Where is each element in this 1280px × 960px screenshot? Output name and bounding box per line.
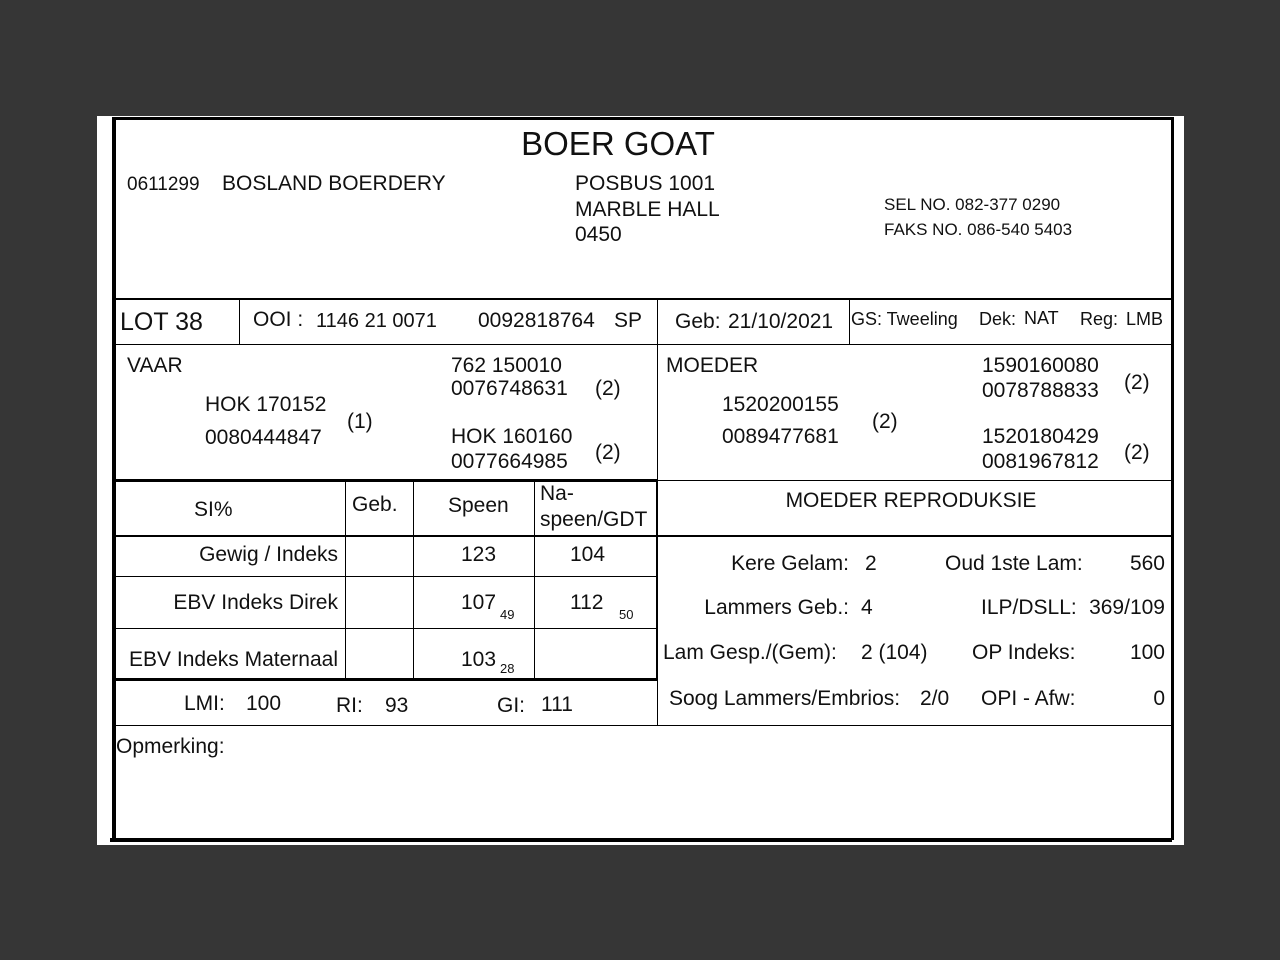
ooi-label: OOI :	[253, 308, 304, 331]
gs-status: GS: Tweeling	[851, 309, 958, 329]
reg-value: LMB	[1126, 309, 1164, 329]
lammers-geb-label: Lammers Geb.:	[704, 596, 849, 619]
oud-1ste-lam-value: 560	[1129, 552, 1165, 575]
rule	[849, 299, 850, 345]
rule	[413, 481, 414, 680]
naspeen-header-line2: speen/GDT	[540, 508, 648, 531]
ebv-direk-naspeen: 112	[570, 591, 604, 614]
rule	[114, 725, 1172, 726]
moeder-code: (2)	[872, 410, 898, 433]
rule	[114, 576, 658, 577]
lam-gesp-value: 2 (104)	[861, 641, 928, 664]
moeder-sire-id: 1590160080	[982, 354, 1099, 377]
vaar-id: HOK 170152	[205, 393, 327, 416]
vaar-sire-code: (2)	[595, 377, 621, 400]
vaar-dam-code: (2)	[595, 441, 621, 464]
kere-gelam-value: 2	[865, 552, 877, 575]
breeder-name: BOSLAND BOERDERY	[222, 172, 446, 195]
ebv-direk-naspeen-accuracy: 50	[619, 607, 634, 622]
rule	[114, 628, 658, 629]
dek-label: Dek:	[979, 309, 1017, 329]
ilp-dsll-value: 369/109	[1089, 596, 1165, 619]
rule	[534, 481, 535, 680]
opi-afw-label: OPI - Afw:	[981, 687, 1076, 710]
rule	[114, 298, 1172, 300]
opi-afw-value: 0	[1153, 687, 1165, 710]
moeder-id: 1520200155	[722, 393, 839, 416]
ilp-dsll-label: ILP/DSLL:	[981, 596, 1077, 619]
gewig-naspeen: 104	[570, 543, 606, 566]
moeder-label: MOEDER	[666, 354, 759, 377]
ri-label: RI:	[336, 694, 363, 717]
rule	[658, 480, 1172, 481]
rule	[239, 299, 240, 345]
address-line-2: MARBLE HALL	[575, 198, 720, 221]
vaar-dam-no: 0077664985	[451, 450, 568, 473]
row-label-gewig: Gewig / Indeks	[199, 543, 338, 566]
ooi-reg-no: 0092818764	[478, 309, 595, 332]
rule	[114, 678, 658, 681]
naspeen-header-line1: Na-	[540, 482, 574, 505]
ooi-id: 1146 21 0071	[316, 310, 437, 332]
address-line-3: 0450	[575, 223, 622, 246]
ebv-maternaal-speen: 103	[461, 648, 497, 671]
dek-value: NAT	[1024, 308, 1059, 328]
reg-label: Reg:	[1080, 309, 1119, 329]
breeder-number: 0611299	[127, 174, 200, 195]
faks-number: FAKS NO. 086-540 5403	[884, 220, 1073, 239]
moeder-sire-code: (2)	[1124, 371, 1150, 394]
sel-number: SEL NO. 082-377 0290	[884, 195, 1061, 214]
reproduksie-title: MOEDER REPRODUKSIE	[785, 489, 1037, 512]
frame-top	[112, 117, 1174, 120]
frame-right	[1171, 117, 1174, 840]
gi-label: GI:	[497, 694, 526, 717]
vaar-label: VAAR	[127, 354, 183, 377]
kere-gelam-label: Kere Gelam:	[731, 552, 849, 575]
gewig-speen: 123	[461, 543, 497, 566]
oud-1ste-lam-label: Oud 1ste Lam:	[945, 552, 1083, 575]
ebv-maternaal-speen-accuracy: 28	[500, 661, 515, 676]
frame-bottom	[110, 838, 1172, 842]
vaar-dam-id: HOK 160160	[451, 425, 573, 448]
gi-value: 111	[541, 693, 573, 716]
lammers-geb-value: 4	[861, 596, 873, 619]
rule	[114, 535, 1172, 537]
moeder-sire-no: 0078788833	[982, 379, 1099, 402]
ri-value: 93	[385, 694, 409, 717]
speen-header: Speen	[448, 494, 509, 517]
soog-lammers-label: Soog Lammers/Embrios:	[669, 687, 901, 710]
moeder-no: 0089477681	[722, 425, 839, 448]
rule	[345, 481, 346, 680]
card-title: BOER GOAT	[521, 125, 715, 162]
rule	[114, 344, 1172, 345]
si-header: SI%	[194, 498, 233, 521]
vaar-no: 0080444847	[205, 426, 322, 449]
ebv-direk-speen-accuracy: 49	[500, 607, 515, 622]
ebv-direk-speen: 107	[461, 591, 497, 614]
row-label-ebv-maternaal: EBV Indeks Maternaal	[129, 648, 338, 671]
row-label-ebv-direk: EBV Indeks Direk	[173, 591, 338, 614]
lmi-label: LMI:	[184, 692, 225, 715]
lmi-value: 100	[246, 692, 282, 715]
opmerking-label: Opmerking:	[116, 735, 225, 758]
vaar-code: (1)	[347, 410, 373, 433]
ooi-sp: SP	[614, 309, 643, 332]
op-indeks-value: 100	[1129, 641, 1165, 664]
lam-gesp-label: Lam Gesp./(Gem):	[663, 641, 837, 664]
moeder-dam-no: 0081967812	[982, 450, 1099, 473]
moeder-dam-code: (2)	[1124, 441, 1150, 464]
op-indeks-label: OP Indeks:	[972, 641, 1076, 664]
vaar-sire-no: 0076748631	[451, 377, 568, 400]
geb-date: 21/10/2021	[728, 310, 834, 333]
lot-number: LOT 38	[120, 308, 203, 336]
address-line-1: POSBUS 1001	[575, 172, 716, 195]
geb-label: Geb:	[675, 310, 721, 333]
moeder-dam-id: 1520180429	[982, 425, 1099, 448]
vaar-sire-id: 762 150010	[451, 354, 562, 377]
rule	[114, 479, 658, 482]
soog-lammers-value: 2/0	[920, 687, 950, 710]
geb-header: Geb.	[352, 493, 398, 516]
